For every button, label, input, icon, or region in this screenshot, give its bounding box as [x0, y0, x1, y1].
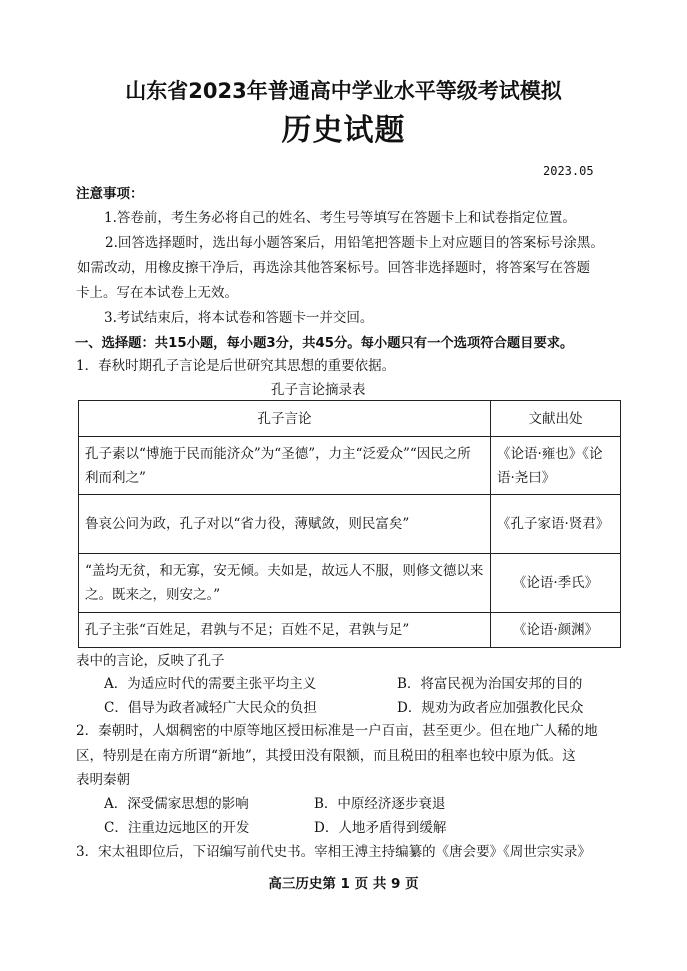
- notice-item: 如需改动，用橡皮擦干净后，再选涂其他答案标号。回答非选择题时，将答案写在答题: [77, 260, 590, 276]
- question-stem: 1．春秋时期孔子言论是后世研究其思想的重要依据。: [76, 358, 396, 374]
- notice-item: 卡上。写在本试卷上无效。: [76, 285, 238, 301]
- option-d: D．规劝为政者应加强教化民众: [397, 700, 584, 716]
- notice-item: 2.回答选择题时，选出每小题答案后，用铅笔把答题卡上对应题目的答案标号涂黑。: [105, 235, 604, 251]
- notice-item: 1.答卷前，考生务必将自己的姓名、考生号等填写在答题卡上和试卷指定位置。: [104, 210, 576, 226]
- question-stem: 2．秦朝时，人烟稠密的中原等地区授田标准是一户百亩，甚至更少。但在地广人稀的地: [76, 723, 598, 739]
- table-row: [79, 613, 621, 648]
- exam-date: 2023.05: [543, 164, 594, 178]
- option-a: A．为适应时代的需要主张平均主义: [104, 676, 317, 692]
- option-a: A．深受儒家思想的影响: [104, 796, 249, 812]
- quote-cell: “盖均无贫，和无寡，安无倾。夫如是，故远人不服，则修文德以来之。既来之，则安之。”: [79, 554, 491, 613]
- question-stem: 3．宋太祖即位后，下诏编写前代史书。宰相王溥主持编纂的《唐会要》《周世宗实录》: [76, 844, 591, 860]
- table-row: [79, 495, 621, 554]
- exam-title: 山东省2023年普通高中学业水平等级考试模拟: [125, 79, 562, 103]
- table-header-row: [79, 401, 621, 437]
- table-row: [79, 554, 621, 613]
- option-c: C．注重边远地区的开发: [104, 820, 250, 836]
- option-b: B．中原经济逐步衰退: [314, 796, 446, 812]
- table-header: 文献出处: [491, 401, 621, 437]
- source-cell: 《论语·雍也》《论语·尧曰》: [491, 437, 621, 495]
- notice-heading: 注意事项：: [76, 186, 144, 202]
- source-cell: 《孔子家语·贤君》: [491, 495, 621, 554]
- page-footer: 高三历史第 1 页 共 9 页: [268, 876, 419, 892]
- source-cell: 《论语·颜渊》: [491, 613, 621, 648]
- source-cell: 《论语·季氏》: [491, 554, 621, 613]
- quote-cell: 孔子主张“百姓足，君孰与不足；百姓不足，君孰与足”: [79, 613, 491, 648]
- table-header: 孔子言论: [79, 401, 491, 437]
- option-c: C．倡导为政者减轻广大民众的负担: [104, 700, 317, 716]
- quote-cell: 孔子素以“博施于民而能济众”为“圣德”，力主“泛爱众”“因民之所利而利之”: [79, 437, 491, 495]
- quote-cell: 鲁哀公问为政，孔子对以“省力役，薄赋敛，则民富矣”: [79, 495, 491, 554]
- notice-item: 3.考试结束后，将本试卷和答题卡一并交回。: [104, 310, 374, 326]
- question-stem: 表明秦朝: [76, 772, 130, 788]
- section-heading: 一、选择题：共15小题，每小题3分，共45分。每小题只有一个选项符合题目要求。: [75, 336, 574, 351]
- table-caption: 孔子言论摘录表: [271, 382, 366, 398]
- table-row: [79, 437, 621, 495]
- question-stem: 区，特别是在南方所谓“新地”，其授田没有限额，而且税田的租率也较中原为低。这: [76, 748, 576, 764]
- quote-table: [78, 400, 621, 648]
- option-d: D．人地矛盾得到缓解: [314, 820, 447, 836]
- question-tail: 表中的言论，反映了孔子: [76, 653, 225, 669]
- subject-title: 历史试题: [281, 113, 406, 148]
- option-b: B．将富民视为治国安邦的目的: [397, 676, 583, 692]
